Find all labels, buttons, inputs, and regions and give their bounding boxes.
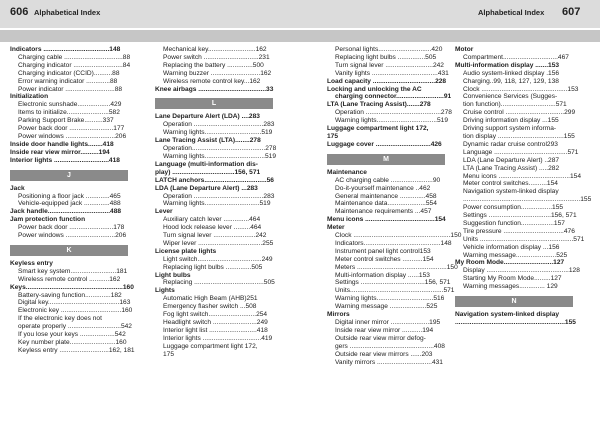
- index-sub-entry: ................................................................155: [463, 196, 592, 204]
- index-sub-entry: tion display ....................................155: [463, 132, 575, 140]
- index-sub-entry: Warning lights...............................519: [163, 129, 273, 137]
- index-sub-entry: Interior light list ..........................418: [163, 326, 268, 334]
- index-main-entry: charging connector..........................91: [335, 93, 452, 101]
- index-sub-entry: Audio system-linked display .156: [463, 69, 560, 77]
- index-sub-entry: Units...................................................571: [335, 287, 455, 295]
- index-main-entry: Multi-information display .......153: [455, 61, 560, 69]
- right-page-number: 607: [562, 6, 581, 18]
- index-main-entry: Light bulbs: [155, 271, 191, 279]
- index-sub-entry: Meter control switches..........154: [463, 180, 558, 188]
- index-sub-entry: Warning message......................525: [463, 251, 568, 259]
- index-sub-entry: Navigation system-linked display: [463, 188, 559, 196]
- index-sub-entry: Power consumption.................155: [463, 204, 564, 212]
- index-sub-entry: Wireless remote control key...162: [163, 77, 261, 85]
- index-sub-entry: Positioning a floor jack .............465: [18, 192, 121, 200]
- index-sub-entry: Turn signal lever ..........................242: [335, 61, 444, 69]
- index-main-entry: Maintenance: [327, 168, 367, 176]
- index-main-entry: Lights: [155, 287, 175, 295]
- index-sub-entry: Vanity lights ....................................431: [335, 69, 449, 77]
- index-sub-entry: Starting My Room Mode.........127: [463, 275, 562, 283]
- index-main-entry: Locking and unlocking the AC: [327, 85, 422, 93]
- index-main-entry: Lever: [155, 208, 173, 216]
- index-main-entry: License plate lights: [155, 247, 217, 255]
- index-sub-entry: Language ........................................571: [463, 148, 579, 156]
- index-main-entry: LATCH anchors..................................56: [155, 176, 274, 184]
- index-sub-entry: Maintenance data.....................554: [335, 200, 437, 208]
- index-sub-entry: Electronic key .................................160: [18, 307, 133, 315]
- section-letter-header: M: [327, 154, 445, 165]
- index-sub-entry: Battery-saving function..............182: [18, 291, 122, 299]
- index-main-entry: Lane Departure Alert (LDA) ....283: [155, 113, 260, 121]
- index-sub-entry: Warning message ....................525: [335, 303, 438, 311]
- index-sub-entry: AC charging cable .......................90: [335, 176, 441, 184]
- index-column-1: [10, 46, 135, 355]
- index-sub-entry: Keyless entry ...........................162, 181: [18, 346, 135, 354]
- index-column-4: [455, 46, 592, 327]
- index-sub-entry: Cruise control ................................299: [463, 109, 576, 117]
- index-sub-entry: Wiper lever ...................................255: [163, 239, 274, 247]
- index-sub-entry: Multi-information display ......153: [335, 271, 430, 279]
- index-sub-entry: Meter control switches ...........154: [335, 255, 434, 263]
- index-main-entry: Jack handle..................................488: [10, 208, 122, 216]
- index-main-entry: Keyless entry: [10, 259, 53, 267]
- index-sub-entry: Clock ...............................................153: [463, 85, 579, 93]
- index-sub-entry: Indicators..........................................148: [335, 239, 452, 247]
- index-main-entry: Knee airbags .....................................33: [155, 85, 274, 93]
- index-main-entry: Load capacity ..................................228: [327, 77, 447, 85]
- index-sub-entry: Instrument panel light control153: [335, 247, 431, 255]
- index-sub-entry: Parking Support Brake..........337: [18, 117, 114, 125]
- index-main-entry: LTA (Lane Tracing Assist).......278: [327, 101, 431, 109]
- index-sub-entry: 175: [163, 350, 175, 358]
- index-sub-entry: Fog light switch..........................254: [163, 311, 268, 319]
- index-sub-entry: Key number plate.........................160: [18, 339, 127, 346]
- index-main-entry: Jam protection function: [10, 216, 86, 224]
- index-sub-entry: Dynamic radar cruise control293: [463, 140, 558, 148]
- index-main-entry: Navigation system-linked display: [455, 311, 560, 319]
- index-sub-entry: Do-it-yourself maintenance ..462: [335, 184, 431, 192]
- index-sub-entry: Operation .........................................278: [335, 109, 452, 117]
- page-header: [0, 0, 600, 28]
- index-sub-entry: Interior lights ................................419: [163, 334, 273, 342]
- index-sub-entry: Headlight switch ........................249: [163, 319, 268, 326]
- index-main-entry: Mirrors: [327, 311, 350, 319]
- index-sub-entry: Convenience Services (Sugges-: [463, 93, 558, 101]
- index-main-entry: Luggage cover ..............................426: [327, 140, 442, 148]
- index-sub-entry: Replacing light bulbs ..............505: [163, 263, 263, 271]
- index-sub-entry: Compartment..............................467: [463, 53, 569, 61]
- left-page-number: 606: [10, 6, 29, 18]
- index-sub-entry: Digital inner mirror .....................195: [335, 319, 441, 326]
- index-sub-entry: Driving support system informa-: [463, 125, 557, 133]
- index-main-entry: play) ..................................156, 571: [155, 168, 261, 176]
- index-sub-entry: Replacing the battery ..............500: [163, 61, 264, 69]
- index-sub-entry: operate properly .............................542: [18, 323, 132, 331]
- index-sub-entry: Warning buzzer ...........................162: [163, 69, 272, 77]
- index-sub-entry: Charging cable ................................88: [18, 53, 131, 61]
- index-sub-entry: LDA (Lane Departure Alert) ..287: [463, 156, 560, 164]
- index-main-entry: My Room Mode...........................127: [455, 259, 565, 267]
- index-column-2: [155, 46, 277, 359]
- index-sub-entry: Settings ...................................156, 571: [335, 279, 451, 287]
- index-sub-entry: Charging indicator ...........................84: [18, 61, 131, 69]
- index-sub-entry: Meters .................................................150: [335, 263, 458, 271]
- index-sub-entry: If you lose your keys ...................542: [18, 331, 126, 339]
- index-sub-entry: Clock .....................................................150: [335, 232, 462, 240]
- index-sub-entry: Replacing light bulbs ...............505: [335, 53, 437, 61]
- index-sub-entry: Charging indicator (CCID)..........88: [18, 69, 120, 77]
- index-sub-entry: Luggage compartment light 172,: [163, 342, 258, 350]
- left-page-title: Alphabetical Index: [34, 8, 101, 17]
- index-sub-entry: Suggestion function..................157: [463, 219, 565, 227]
- index-main-entry: 175: [327, 132, 339, 140]
- index-main-entry: Lane Tracing Assist (LTA)........278: [155, 137, 261, 145]
- index-sub-entry: Inside rear view mirror ...........194: [335, 326, 434, 334]
- index-sub-entry: Operation ......................................283: [163, 121, 275, 129]
- section-letter-header: K: [10, 245, 128, 256]
- index-sub-entry: Settings ..................................156, 571: [463, 212, 577, 220]
- index-sub-entry: Warning messages.............. 129: [463, 283, 558, 291]
- index-sub-entry: Maintenance requirements ...457: [335, 208, 432, 216]
- index-sub-entry: Power switch ..............................231: [163, 53, 270, 61]
- index-sub-entry: Warning lights..............................519: [163, 200, 271, 208]
- index-main-entry: Interior lights ..............................418: [10, 156, 120, 164]
- index-main-entry: Luggage compartment light 172,: [327, 125, 429, 133]
- index-sub-entry: Smart key system.........................181: [18, 267, 128, 275]
- index-sub-entry: Operation ......................................283: [163, 192, 275, 200]
- index-sub-entry: Items to initialize.......................582: [18, 109, 120, 117]
- index-sub-entry: Emergency flasher switch ...508: [163, 303, 257, 311]
- index-column-3: [327, 46, 462, 366]
- index-main-entry: Language (multi-information dis-: [155, 160, 258, 168]
- index-sub-entry: Charging..99, 118, 127, 129, 138: [463, 77, 559, 85]
- index-sub-entry: Vanity mirrors ..............................431: [335, 358, 443, 366]
- index-sub-entry: Power back door ........................178: [18, 224, 125, 232]
- header-divider-bar: [0, 30, 600, 42]
- index-sub-entry: Power windows ...........................206: [18, 232, 127, 240]
- index-sub-entry: Power windows ...........................206: [18, 132, 127, 140]
- index-sub-entry: Power back door ........................177: [18, 125, 125, 133]
- index-sub-entry: Mechanical key..........................162: [163, 46, 267, 53]
- index-sub-entry: Tire pressure .................................476: [463, 227, 575, 235]
- index-sub-entry: Units ...................................................571: [463, 235, 585, 243]
- index-sub-entry: Outside rear view mirror defog-: [335, 334, 426, 342]
- index-sub-entry: Personal lights.............................420: [335, 46, 443, 53]
- index-sub-entry: Power indicator ...........................88: [18, 85, 123, 93]
- index-sub-entry: Auxiliary catch lever ..............464: [163, 216, 261, 224]
- index-sub-entry: Driving information display ...155: [463, 117, 559, 125]
- index-main-entry: Inside door handle lights........418: [10, 140, 114, 148]
- index-main-entry: Indicators ....................................148: [10, 46, 121, 53]
- index-sub-entry: Replacing ......................................505: [163, 279, 275, 287]
- index-sub-entry: General maintenance ..............458: [335, 192, 437, 200]
- index-sub-entry: Menu icons .......................................154: [463, 172, 581, 180]
- right-page-title: Alphabetical Index: [478, 8, 545, 17]
- index-main-entry: ............................................................155: [455, 319, 576, 326]
- index-main-entry: Meter: [327, 224, 345, 232]
- index-sub-entry: If the electronic key does not: [18, 315, 102, 323]
- index-sub-entry: Electronic sunshade..................429: [18, 101, 122, 109]
- index-sub-entry: Error warning indicator .............88: [18, 77, 118, 85]
- index-sub-entry: Wireless remote control ...........162: [18, 275, 121, 283]
- index-sub-entry: LTA (Lane Tracing Assist) .....282: [463, 164, 560, 172]
- section-letter-header: L: [155, 98, 273, 109]
- index-sub-entry: Turn signal lever .......................242: [163, 232, 267, 240]
- index-sub-entry: tion function)..............................571: [463, 101, 567, 109]
- index-sub-entry: gers ..............................................408: [335, 342, 445, 350]
- index-sub-entry: Warning lights...............................516: [335, 295, 445, 303]
- section-letter-header: N: [455, 296, 573, 307]
- index-main-entry: Initialization: [10, 93, 49, 101]
- index-sub-entry: Digital key.......................................163: [18, 299, 131, 307]
- index-sub-entry: Vehicle information display ...156: [463, 243, 560, 251]
- index-sub-entry: Display .............................................128: [463, 267, 580, 275]
- index-sub-entry: Hood lock release lever .........464: [163, 224, 262, 232]
- index-main-entry: LDA (Lane Departure Alert) ...283: [155, 184, 258, 192]
- index-sub-entry: Vehicle-equipped jack ..............488: [18, 200, 121, 208]
- index-sub-entry: Warning lights.................................519: [163, 152, 276, 160]
- index-main-entry: Motor: [455, 46, 474, 53]
- index-main-entry: Menu icons ......................................154: [327, 216, 446, 224]
- index-sub-entry: Operation........................................278: [163, 145, 277, 153]
- index-sub-entry: Automatic High Beam (AHB)251: [163, 295, 258, 303]
- index-sub-entry: Warning lights.................................519: [335, 117, 448, 125]
- index-main-entry: Inside rear view mirror..........194: [10, 148, 110, 156]
- section-letter-header: J: [10, 170, 128, 181]
- index-sub-entry: Light switch...................................249: [163, 255, 273, 263]
- index-main-entry: Jack: [10, 184, 25, 192]
- index-main-entry: Keys.....................................................160: [10, 283, 134, 291]
- index-sub-entry: Outside rear view mirrors ......203: [335, 350, 433, 358]
